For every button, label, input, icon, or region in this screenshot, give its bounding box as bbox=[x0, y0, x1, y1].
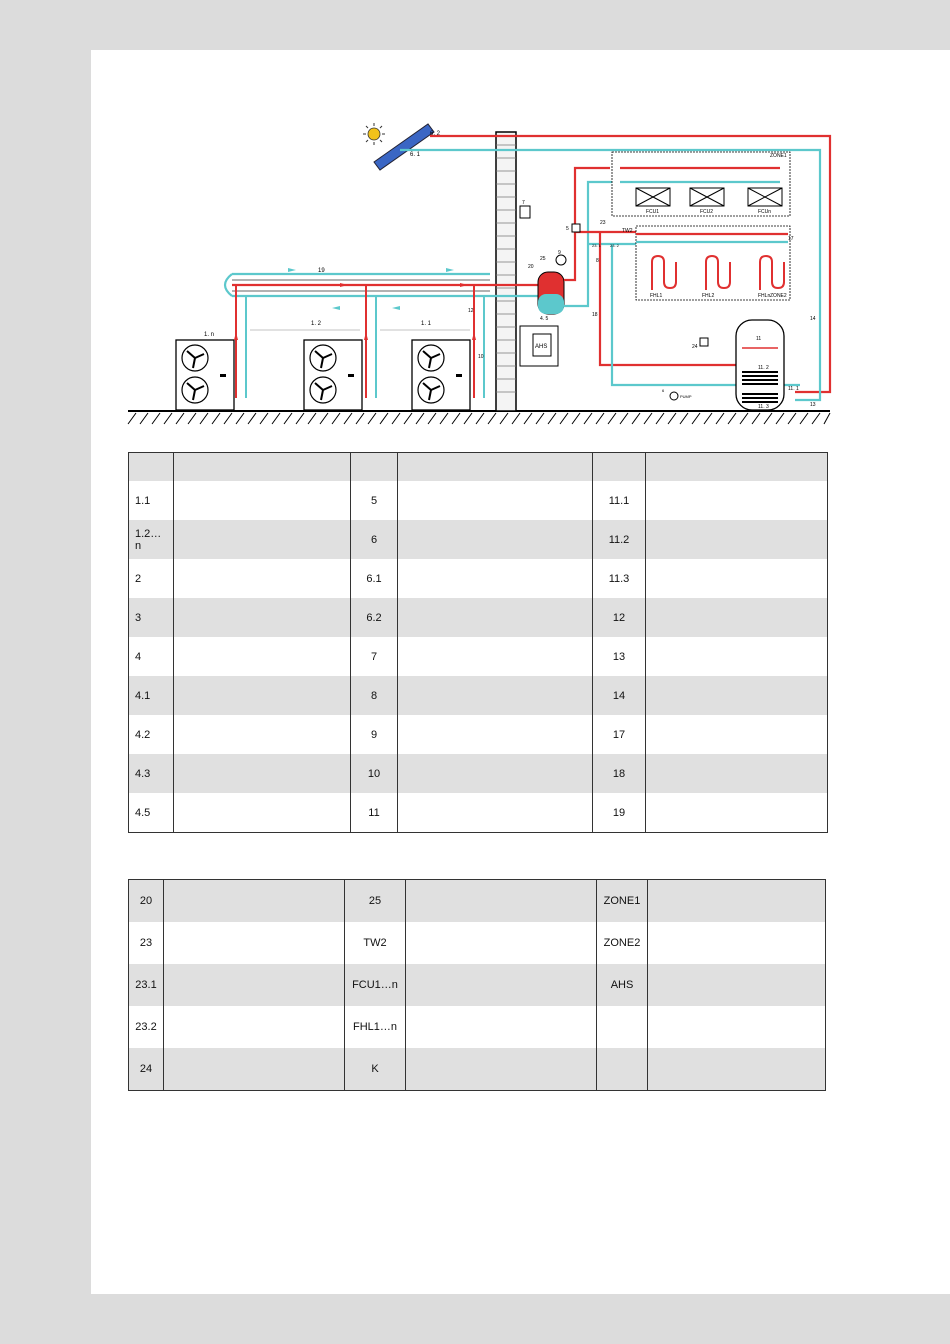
legend-code: 5 bbox=[351, 481, 398, 520]
legend-code: 11 bbox=[351, 793, 398, 833]
sensor-box bbox=[520, 206, 530, 218]
legend-code: TW2 bbox=[345, 922, 406, 964]
misc-label-231: 23. 1 bbox=[592, 243, 601, 248]
ground bbox=[128, 411, 830, 424]
zone2-box bbox=[636, 226, 790, 300]
brick-wall bbox=[496, 132, 516, 411]
unit-label-11: 1. 1 bbox=[421, 321, 432, 327]
legend-code: 8 bbox=[351, 676, 398, 715]
bus-label-19: 19 bbox=[318, 268, 325, 274]
misc-label-14: 8 bbox=[596, 258, 599, 264]
legend-code: 19 bbox=[593, 793, 646, 833]
solar-label-62: 6. 2 bbox=[430, 131, 441, 137]
riser-arrows bbox=[234, 332, 476, 340]
legend-code bbox=[597, 1006, 648, 1048]
valve-6-icon bbox=[700, 338, 708, 346]
legend-code: 23.1 bbox=[129, 964, 164, 1006]
legend-code: 7 bbox=[351, 637, 398, 676]
legend-code: 18 bbox=[593, 754, 646, 793]
legend-code: 23.2 bbox=[135, 1021, 157, 1033]
heat-pump-unit-2 bbox=[304, 340, 362, 410]
misc-label-232: 23. 2 bbox=[610, 243, 619, 248]
heat-pump-unit-n bbox=[176, 340, 234, 410]
misc-label-23: 23 bbox=[600, 220, 606, 226]
misc-label-18: 14 bbox=[810, 316, 816, 322]
legend-code: FCU1…n bbox=[345, 964, 406, 1006]
legend-code: 14 bbox=[593, 676, 646, 715]
tank-label-111: 11. 1 bbox=[788, 386, 799, 392]
legend-code: 1.2…n bbox=[129, 520, 174, 559]
legend-code bbox=[597, 1048, 648, 1091]
system-diagram bbox=[0, 0, 950, 440]
sun-icon bbox=[363, 123, 385, 145]
fhln-label: FHLn bbox=[758, 293, 771, 299]
legend-code: 4.3 bbox=[129, 754, 174, 793]
legend-code: AHS bbox=[597, 964, 648, 1006]
legend-code: 6.2 bbox=[351, 598, 398, 637]
legend-code: 4 bbox=[135, 650, 142, 663]
misc-label-7: 7 bbox=[522, 200, 525, 206]
legend-code: K bbox=[345, 1048, 406, 1091]
legend-code: 4.1 bbox=[129, 676, 174, 715]
misc-label-9: 9 bbox=[558, 250, 561, 256]
unit-label-n: 1. n bbox=[204, 332, 215, 338]
misc-label-45: 25 bbox=[540, 256, 546, 262]
main-bus-loop bbox=[225, 274, 540, 296]
legend-code: ZONE2 bbox=[597, 922, 648, 964]
misc-label-m3: 6 bbox=[662, 388, 665, 393]
misc-label-25: 20 bbox=[528, 264, 534, 270]
legend-code: 25 bbox=[345, 880, 406, 923]
legend-code: 13 bbox=[593, 637, 646, 676]
legend-code: 4.5 bbox=[135, 806, 151, 819]
solar-collector bbox=[374, 124, 434, 170]
legend-code: 1.1 bbox=[135, 494, 151, 507]
valve-5-icon bbox=[572, 224, 580, 232]
legend-code: 6.1 bbox=[351, 559, 398, 598]
legend-code: 17 bbox=[593, 715, 646, 754]
legend-table-1 bbox=[128, 452, 828, 833]
fhl1-label: FHL1 bbox=[650, 293, 663, 299]
fcun-label: FCUn bbox=[758, 209, 772, 215]
misc-label-24: 18 bbox=[592, 312, 598, 318]
solar-label-61: 6. 1 bbox=[410, 152, 421, 158]
tank-label-112: 11. 2 bbox=[758, 365, 769, 371]
tank-label-11: 11 bbox=[756, 336, 762, 342]
fcu2-label: FCU2 bbox=[700, 209, 714, 215]
legend-code: 6 bbox=[351, 520, 398, 559]
zone1-box bbox=[612, 152, 790, 216]
misc-label-5: 5 bbox=[566, 226, 569, 232]
legend-code: 4.2 bbox=[135, 728, 151, 741]
legend-code: 3 bbox=[129, 598, 174, 637]
unit-label-12: 1. 2 bbox=[311, 321, 322, 327]
legend-code: 11.1 bbox=[593, 481, 646, 520]
tank-label-113: 11. 3 bbox=[758, 404, 769, 410]
misc-label-10: 10 bbox=[478, 354, 484, 360]
fcu1-label: FCU1 bbox=[646, 209, 660, 215]
legend-code: 10 bbox=[351, 754, 398, 793]
buffer-label: 4. 5 bbox=[540, 316, 549, 322]
legend-code: 2 bbox=[135, 572, 142, 585]
legend-code: 9 bbox=[351, 715, 398, 754]
misc-label-6: 24 bbox=[692, 344, 698, 350]
pump-icon bbox=[670, 392, 678, 400]
misc-label-12: 12 bbox=[468, 308, 474, 314]
ahs-label: AHS bbox=[535, 344, 548, 350]
legend-code: ZONE1 bbox=[597, 880, 648, 923]
misc-label-20: 17 bbox=[788, 236, 794, 242]
legend-code: 23 bbox=[139, 937, 153, 949]
legend-code: 24 bbox=[129, 1048, 164, 1091]
legend-table-2 bbox=[128, 879, 826, 1091]
legend-code: 12 bbox=[593, 598, 646, 637]
legend-code: FHL1…n bbox=[345, 1006, 406, 1048]
buffer-tank bbox=[538, 255, 566, 314]
fhl2-label: FHL2 bbox=[702, 293, 715, 299]
misc-label-tw2: TW2 bbox=[622, 228, 633, 234]
heat-pump-unit-1 bbox=[412, 340, 470, 410]
zone2-label: ZONE2 bbox=[770, 293, 787, 299]
zone1-label: ZONE1 bbox=[770, 153, 787, 159]
misc-label-17: 13 bbox=[810, 402, 816, 408]
pump-label: PUMP bbox=[680, 394, 692, 399]
legend-code: 11.2 bbox=[593, 520, 646, 559]
legend-code: 20 bbox=[129, 880, 164, 923]
page-margin-bottom bbox=[0, 1294, 294, 1344]
legend-code: 11.3 bbox=[593, 559, 646, 598]
